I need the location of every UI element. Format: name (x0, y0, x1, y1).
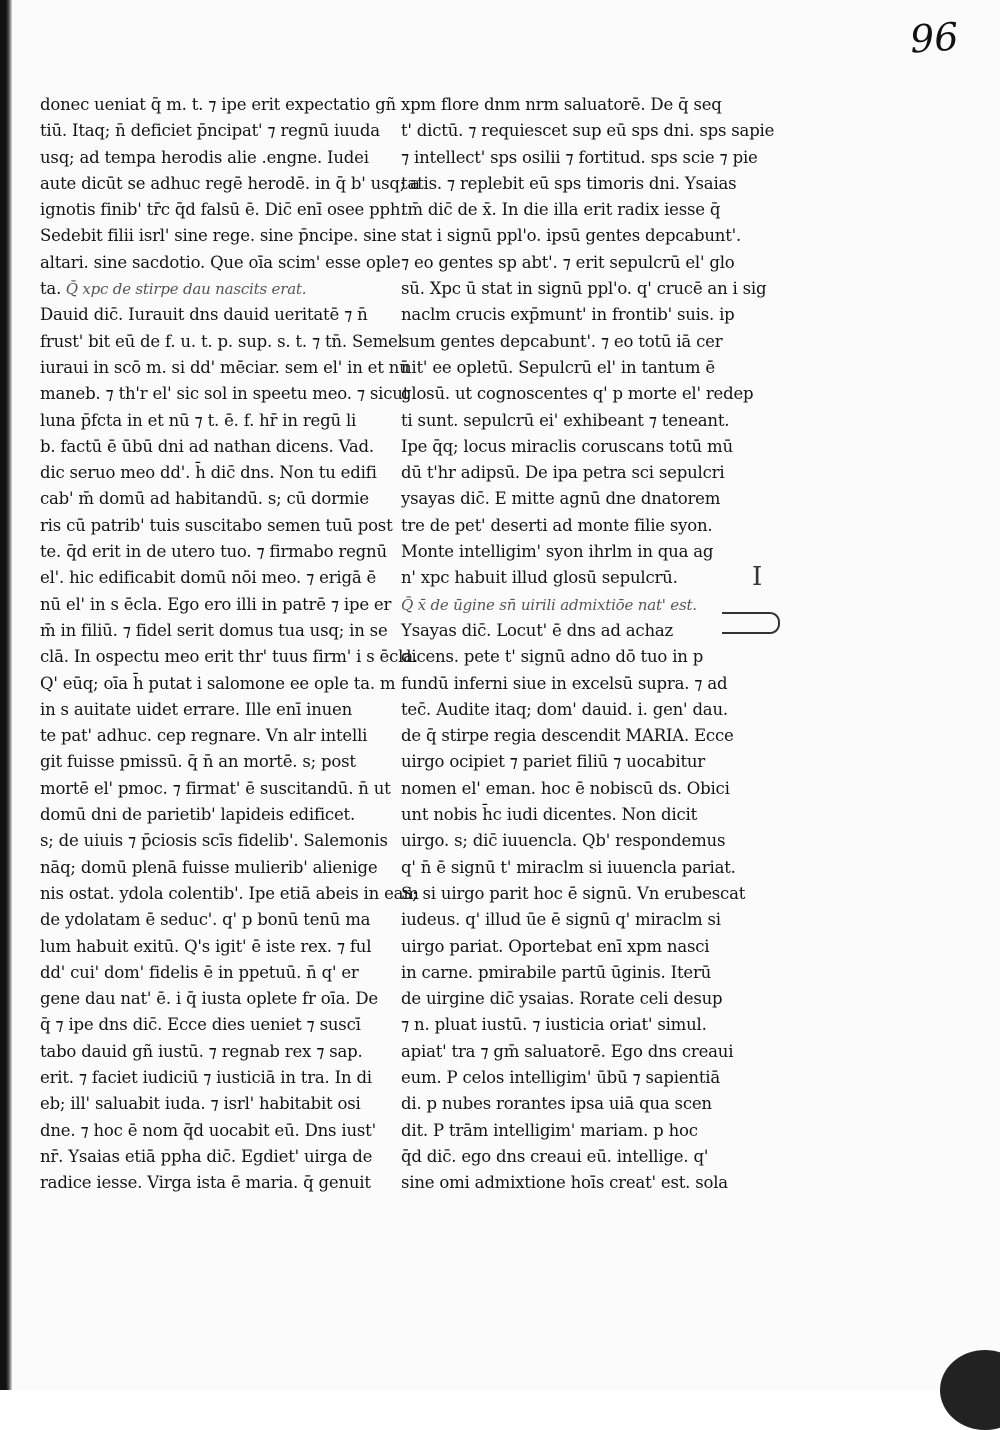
text-line: nāq; domū plenā fuisse mulierib' alienige (40, 857, 378, 877)
text-line: domū dni de parietib' lapideis edificet. (40, 805, 356, 825)
text-line: glosū. ut cognoscentes q' p morte el' redep (401, 384, 754, 404)
text-line: di. p nubes rorantes ipsa uiā qua scen (401, 1094, 712, 1114)
text-line: fundū inferni siue in excelsū supra. ⁊ ad (401, 673, 728, 693)
text-line: lum habuit exitū. Q's igit' ē iste rex. ⁊ ful (40, 936, 372, 956)
text-line: de uirgine dic̄ ysaias. Rorate celi desup (401, 989, 723, 1009)
text-line: altari. sine sacdotio. Que oīa scim' esse ople (40, 252, 401, 272)
text-line: unt nobis h̄c iudi dicentes. Non dicit (401, 805, 697, 825)
text-line: Sedebit filii isrl' sine rege. sine p̄ncipe. sine (40, 226, 397, 246)
text-line: naclm crucis exp̄munt' in frontib' suis. ip (401, 305, 735, 325)
binding-shadow (0, 0, 12, 1390)
text-line: el'. hic edificabit domū nōi meo. ⁊ erigā ē (40, 568, 377, 588)
text-line: uirgo. s; dic̄ iuuencla. Qb' respondemus (401, 831, 726, 851)
rubric: Q̄ xpc de stirpe dau nascits erat. (61, 280, 307, 299)
text-line: sine omi admixtione hoīs creat' est. sola (401, 1173, 728, 1193)
text-line: dicens. pete t' signū adno dō tuo in p (401, 647, 704, 667)
text-line: sum gentes depcabunt'. ⁊ eo totū iā cer (401, 331, 723, 351)
text-line: mortē el' pmoc. ⁊ firmat' ē suscitandū. n̄ ut (40, 778, 391, 798)
text-line: ignotis finib' tr̄c q̄d falsū ē. Dic̄ enī osee pph. (40, 200, 406, 220)
text-line: radice iesse. Virga ista ē maria. q̄ genuit (40, 1173, 371, 1193)
text-line: q̄ ⁊ ipe dns dic̄. Ecce dies ueniet ⁊ suscī (40, 1015, 361, 1035)
text-line: tabo dauid gñ iustū. ⁊ regnab rex ⁊ sap. (40, 1041, 363, 1061)
text-line: stat i signū ppl'o. ipsū gentes depcabunt'. (401, 226, 742, 246)
text-line: iuraui in scō m. si dd' mēciar. sem el' in et nū (40, 357, 410, 377)
text-line: ⁊ eo gentes sp abt'. ⁊ erit sepulcrū el' glo (401, 252, 735, 272)
text-line: cab' m̄ domū ad habitandū. s; cū dormie (40, 489, 369, 509)
text-line: iudeus. q' illud ūe ē signū q' miraclm si (401, 910, 721, 930)
text-line: de q̄ stirpe regia descendit MARIA. Ecce (401, 726, 734, 746)
text-line: S; si uirgo parit hoc ē signū. Vn erubescat (401, 883, 746, 903)
text-line: erit. ⁊ faciet iudiciū ⁊ iusticiā in tra. In di (40, 1067, 372, 1087)
folio-number: 96 (908, 14, 960, 62)
text-line: nr̄. Ysaias etiā ppha dic̄. Egdiet' uirga de (40, 1146, 373, 1166)
text-line: t' dictū. ⁊ requiescet sup eū sps dni. sps sapie (401, 121, 775, 141)
text-line: te. q̄d erit in de utero tuo. ⁊ firmabo regnū (40, 542, 387, 562)
text-line: ta. Q̄ xpc de stirpe dau nascits erat. (40, 279, 307, 299)
text-line: frust' bit eū de f. u. t. p. sup. s. t. ⁊ tn̄. Semel (40, 331, 403, 351)
text-line: xpm flore dnm nrm saluatorē. De q̄ seq (401, 95, 722, 114)
text-line: dd' cui' dom' fidelis ē in ppetuū. n̄ q' er (40, 962, 359, 982)
text-line: tec̄. Audite itaq; dom' dauid. i. gen' dau. (401, 699, 728, 719)
text-line: nis ostat. ydola colentib'. Ipe etiā abeis in eam (40, 883, 419, 903)
text-line: tatis. ⁊ replebit eū sps timoris dni. Ysaias (401, 173, 737, 193)
text-line: nū el' in s ēcla. Ego ero illi in patrē ⁊ ipe er (40, 594, 392, 614)
marginal-mark: I (752, 562, 763, 592)
text-line: dit. P trām intelligim' mariam. p hoc (401, 1120, 698, 1140)
rubric: Q̄ x̄ de ūgine sn̄ uirili admixtiōe nat' est. (401, 595, 697, 614)
text-line: donec ueniat q̄ m. t. ⁊ ipe erit expectatio gñ (40, 95, 396, 114)
text-line: ti sunt. sepulcrū ei' exhibeant ⁊ teneant. (401, 410, 730, 430)
right-column (401, 92, 786, 1196)
text-line: uirgo pariat. Oportebat enī xpm nasci (401, 936, 710, 956)
left-column (40, 92, 420, 1196)
text-line: nit' ee opletū. Sepulcrū el' in tantum ē (401, 357, 715, 377)
text-line: nomen el' eman. hoc ē nobiscū ds. Obici (401, 778, 730, 798)
text-line: aute dicūt se adhuc regē herodē. in q̄ b' usq; a (40, 173, 420, 193)
text-line: uirgo ocipiet ⁊ pariet filiū ⁊ uocabitur (401, 752, 705, 772)
text-line: s; de uiuis ⁊ p̄ciosis scīs fidelib'. Salemonis (40, 831, 388, 851)
page-corner-shadow (940, 1350, 1000, 1430)
text-line: de ydolatam ē seduc'. q' p bonū tenū ma (40, 910, 371, 930)
text-line: Monte intelligim' syon ihrlm in qua ag (401, 542, 714, 562)
text-line: apiat' tra ⁊ gm̄ saluatorē. Ego dns creaui (401, 1041, 734, 1061)
marginal-bracket (722, 612, 780, 634)
text-line: luna p̄fcta in et nū ⁊ t. ē. f. hr̄ in regū li (40, 410, 357, 430)
text-line: te pat' adhuc. cep regnare. Vn alr intelli (40, 726, 368, 746)
text-line: tm̄ dic̄ de x̄. In die illa erit radix iesse q̄ (401, 200, 721, 220)
text-line: in carne. pmirabile partū ūginis. Iterū (401, 962, 712, 982)
text-line: usq; ad tempa herodis alie .engne. Iudei (40, 147, 369, 167)
text-line: Ipe q̄q; locus miraclis coruscans totū mū (401, 436, 733, 456)
text-line: Ysayas dic̄. Locut' ē dns ad achaz (401, 620, 673, 640)
text-line: m̄ in filiū. ⁊ fidel serit domus tua usq; in se (40, 620, 388, 640)
text-line: dic seruo meo dd'. h̄ dic̄ dns. Non tu edifi (40, 463, 377, 483)
text-line: eb; ill' saluabit iuda. ⁊ isrl' habitabit osi (40, 1094, 361, 1114)
text-line: clā. In ospectu meo erit thr' tuus firm' i s ēcla. (40, 647, 418, 667)
text-line: Q' eūq; oīa h̄ putat i salomone ee ople ta. m (40, 673, 396, 693)
text-line: git fuisse pmissū. q̄ n̄ an mortē. s; post (40, 752, 356, 772)
text-line: dne. ⁊ hoc ē nom q̄d uocabit eū. Dns iust' (40, 1120, 376, 1140)
text-line: sū. Xpc ū stat in signū ppl'o. q' crucē an i sig (401, 279, 767, 299)
text-line: Dauid dic̄. Iurauit dns dauid ueritatē ⁊ n̄ (40, 305, 368, 325)
text-line: maneb. ⁊ th'r el' sic sol in speetu meo. ⁊ sicut (40, 384, 410, 404)
text-line: in s auitate uidet errare. Ille enī inuen (40, 699, 353, 719)
text-line: b. factū ē ūbū dni ad nathan dicens. Vad. (40, 436, 374, 456)
text-line: q' n̄ ē signū t' miraclm si iuuencla pariat. (401, 857, 736, 877)
text-line: eum. P celos intelligim' ūbū ⁊ sapientiā (401, 1067, 720, 1087)
text-line: gene dau nat' ē. i q̄ iusta oplete fr oīa. De (40, 989, 378, 1009)
text-line: ⁊ n. pluat iustū. ⁊ iusticia oriat' simul. (401, 1015, 707, 1035)
text-line: ysayas dic̄. E mitte agnū dne dnatorem (401, 489, 721, 509)
text-line: tre de pet' deserti ad monte filie syon. (401, 515, 713, 535)
text-line: tiū. Itaq; n̄ deficiet p̄ncipat' ⁊ regnū iuuda (40, 121, 380, 141)
text-line: dū t'hr adipsū. De ipa petra sci sepulcri (401, 463, 725, 483)
text-line: n' xpc habuit illud glosū sepulcrū. (401, 568, 678, 588)
text-line: q̄d dic̄. ego dns creaui eū. intellige. q' (401, 1146, 709, 1166)
text-line: ⁊ intellect' sps osilii ⁊ fortitud. sps scie ⁊ pie (401, 147, 758, 167)
text-line: ris cū patrib' tuis suscitabo semen tuū post (40, 515, 393, 535)
